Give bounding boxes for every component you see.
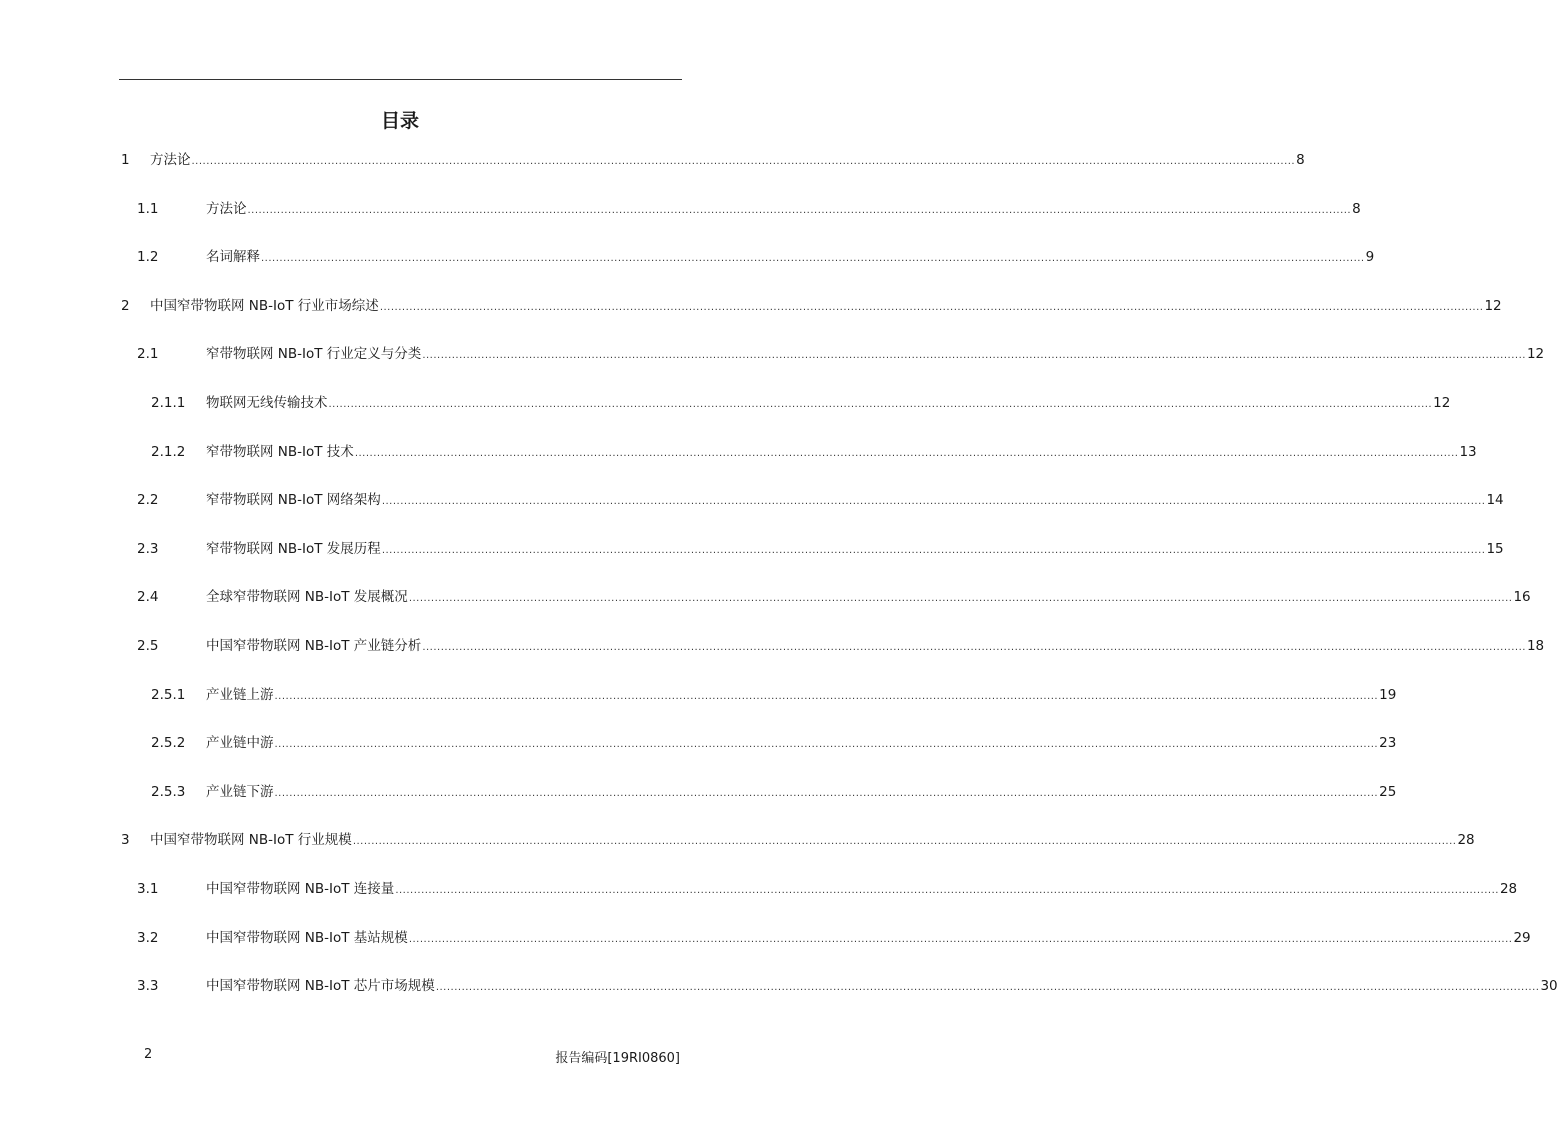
toc-leader-dots: ............................................................................................................................................................................................................................................................................................................ (274, 788, 1379, 799)
toc-entry-label: 中国窄带物联网 NB-IoT 行业规模 (150, 832, 352, 848)
toc-entry-number: 3.3 (137, 978, 159, 994)
toc-entry-page: 25 (1379, 784, 1397, 800)
toc-entry[interactable] (137, 490, 1504, 510)
toc-leader-dots: ............................................................................................................................................................................................................................................................................................................ (354, 448, 1459, 459)
toc-entry-number: 2.2 (137, 492, 159, 508)
toc-entry-number: 2.1 (137, 346, 159, 362)
toc-leader-dots: ............................................................................................................................................................................................................................................................................................................ (381, 545, 1486, 556)
toc-entry-label: 中国窄带物联网 NB-IoT 行业市场综述 (150, 298, 379, 314)
toc-entry-label: 全球窄带物联网 NB-IoT 发展概况 (206, 589, 408, 605)
toc-entry-number: 2.4 (137, 589, 159, 605)
toc-entry-page: 16 (1513, 589, 1531, 605)
report-code: 报告编码[19RI0860] (555, 1051, 680, 1066)
toc-entry[interactable] (137, 587, 1531, 607)
toc-leader-dots: ............................................................................................................................................................................................................................................................................................................ (422, 642, 1526, 653)
toc-entry-label: 窄带物联网 NB-IoT 网络架构 (206, 492, 381, 508)
toc-entry[interactable] (151, 733, 1397, 753)
toc-entry-number: 2.1.2 (151, 444, 186, 460)
toc-leader-dots: ............................................................................................................................................................................................................................................................................................................ (274, 691, 1379, 702)
toc-entry-label: 中国窄带物联网 NB-IoT 连接量 (206, 881, 395, 897)
toc-leader-dots: ............................................................................................................................................................................................................................................................................................................ (328, 399, 1433, 410)
toc-entry-page: 9 (1365, 249, 1375, 265)
toc-entry-page: 30 (1540, 978, 1558, 994)
toc-entry-number: 3.1 (137, 881, 159, 897)
toc-leader-dots: ............................................................................................................................................................................................................................................................................................................ (435, 982, 1540, 993)
toc-entry[interactable] (137, 636, 1545, 656)
toc-entry-number: 3 (121, 832, 130, 848)
toc-entry-number: 2 (121, 298, 130, 314)
header-rule (119, 79, 682, 80)
toc-entry-label: 产业链中游 (206, 735, 274, 751)
toc-entry-page: 12 (1484, 298, 1502, 314)
toc-entry-page: 15 (1486, 541, 1504, 557)
toc-entry-page: 28 (1499, 881, 1518, 897)
toc-entry-number: 1.2 (137, 249, 159, 265)
page-number: 2 (144, 1047, 153, 1062)
toc-entry-page: 29 (1513, 930, 1531, 946)
toc-entry-page: 12 (1433, 395, 1451, 411)
toc-leader-dots: ............................................................................................................................................................................................................................................................................................................ (379, 302, 1484, 313)
toc-entry-label: 中国窄带物联网 NB-IoT 芯片市场规模 (206, 978, 435, 994)
page-title: 目录 (380, 110, 419, 132)
toc-entry[interactable] (137, 247, 1375, 267)
toc-entry[interactable] (137, 344, 1545, 364)
toc-entry-label: 产业链上游 (206, 687, 274, 703)
toc-entry-page: 14 (1486, 492, 1504, 508)
toc-entry-page: 8 (1352, 201, 1361, 217)
toc-entry-label: 物联网无线传输技术 (206, 395, 328, 411)
toc-entry[interactable] (121, 830, 1475, 850)
toc-leader-dots: ............................................................................................................................................................................................................................................................................................................ (274, 739, 1379, 750)
toc-entry[interactable] (137, 879, 1518, 899)
toc-entry-number: 3.2 (137, 930, 159, 946)
toc-entry-page: 19 (1379, 687, 1397, 703)
toc-entry-label: 窄带物联网 NB-IoT 发展历程 (206, 541, 381, 557)
toc-entry-number: 2.3 (137, 541, 159, 557)
toc-entry-label: 方法论 (150, 152, 191, 168)
toc-entry[interactable] (151, 685, 1397, 705)
toc-leader-dots: ............................................................................................................................................................................................................................................................................................................ (191, 156, 1296, 167)
toc-entry-label: 窄带物联网 NB-IoT 技术 (206, 444, 354, 460)
toc-entry[interactable] (121, 296, 1502, 316)
toc-entry-page: 23 (1379, 735, 1397, 751)
toc-entry[interactable] (121, 150, 1305, 170)
toc-entry[interactable] (137, 199, 1361, 219)
toc-entry[interactable] (151, 393, 1451, 413)
toc-leader-dots: ............................................................................................................................................................................................................................................................................................................ (395, 885, 1499, 896)
toc-entry-label: 窄带物联网 NB-IoT 行业定义与分类 (206, 346, 422, 362)
toc-leader-dots: ............................................................................................................................................................................................................................................................................................................ (408, 593, 1513, 604)
toc-entry[interactable] (137, 976, 1558, 996)
toc-entry-number: 2.5 (137, 638, 159, 654)
toc-entry-page: 28 (1457, 832, 1475, 848)
toc-entry-label: 中国窄带物联网 NB-IoT 产业链分析 (206, 638, 422, 654)
toc-leader-dots: ............................................................................................................................................................................................................................................................................................................ (261, 253, 1365, 264)
toc-entry-page: 12 (1526, 346, 1545, 362)
toc-leader-dots: ............................................................................................................................................................................................................................................................................................................ (352, 836, 1457, 847)
toc-entry-label: 名词解释 (206, 249, 260, 265)
toc-entry-number: 2.5.3 (151, 784, 186, 800)
toc-entry-number: 2.5.1 (151, 687, 186, 703)
toc-entry[interactable] (137, 539, 1504, 559)
toc-entry[interactable] (151, 442, 1477, 462)
toc-entry[interactable] (137, 928, 1531, 948)
toc-entry-page: 13 (1459, 444, 1477, 460)
toc-leader-dots: ............................................................................................................................................................................................................................................................................................................ (247, 205, 1352, 216)
toc-entry-number: 2.1.1 (151, 395, 186, 411)
toc-leader-dots: ............................................................................................................................................................................................................................................................................................................ (381, 496, 1486, 507)
toc-entry-number: 1 (121, 152, 130, 168)
toc-entry-label: 产业链下游 (206, 784, 274, 800)
toc-leader-dots: ............................................................................................................................................................................................................................................................................................................ (422, 350, 1526, 361)
toc-entry[interactable] (151, 782, 1397, 802)
toc-entry-label: 方法论 (206, 201, 247, 217)
toc-entry-number: 1.1 (137, 201, 159, 217)
toc-entry-number: 2.5.2 (151, 735, 186, 751)
toc-entry-label: 中国窄带物联网 NB-IoT 基站规模 (206, 930, 408, 946)
toc-leader-dots: ............................................................................................................................................................................................................................................................................................................ (408, 934, 1513, 945)
toc-entry-page: 8 (1296, 152, 1305, 168)
toc-entry-page: 18 (1526, 638, 1545, 654)
